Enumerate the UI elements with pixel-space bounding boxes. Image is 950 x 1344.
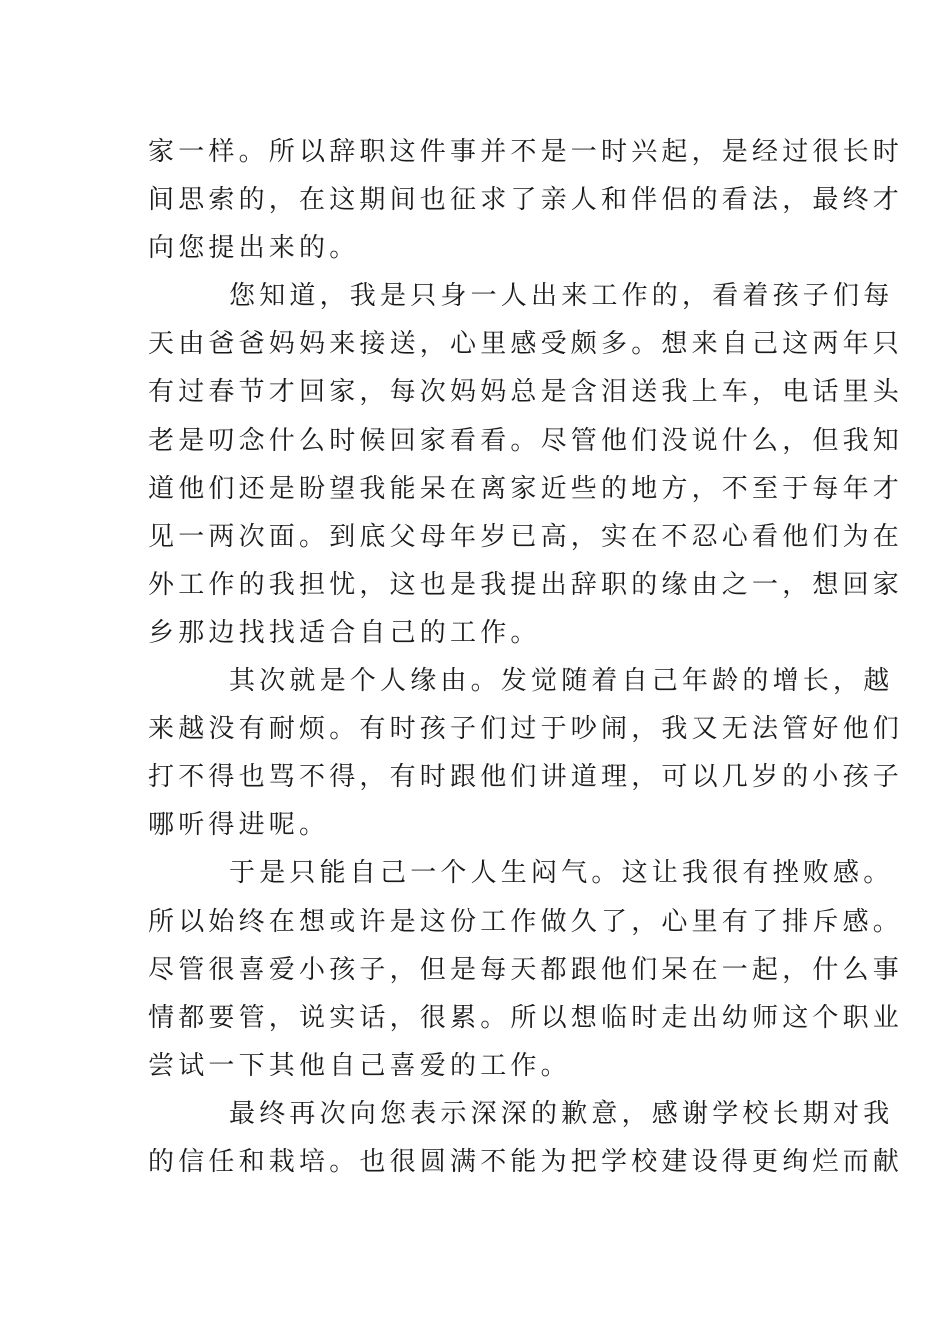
text-line: 家一样。所以辞职这件事并不是一时兴起，是经过很长时 xyxy=(148,137,904,167)
text-line: 道他们还是盼望我能呆在离家近些的地方，不至于每年才 xyxy=(148,473,904,504)
text-line: 天由爸爸妈妈来接送，心里感受颇多。想来自己这两年只 xyxy=(148,329,904,360)
paragraph-first-line: 于是只能自己一个人生闷气。这让我很有挫败感。 xyxy=(229,858,894,889)
text-line: 的信任和栽培。也很圆满不能为把学校建设得更绚烂而献 xyxy=(148,1146,904,1177)
text-line: 情都要管，说实话，很累。所以想临时走出幼师这个职业 xyxy=(148,1002,904,1033)
text-line: 有过春节才回家，每次妈妈总是含泪送我上车，电话里头 xyxy=(148,377,904,408)
paragraph-first-line: 您知道，我是只身一人出来工作的，看着孩子们每 xyxy=(229,281,894,312)
text-line: 乡那边找找适合自己的工作。 xyxy=(148,617,541,648)
text-line: 哪听得进呢。 xyxy=(148,810,330,841)
text-line: 尝试一下其他自己喜爱的工作。 xyxy=(148,1050,571,1081)
text-line: 向您提出来的。 xyxy=(148,233,360,264)
text-line: 所以始终在想或许是这份工作做久了，心里有了排斥感。 xyxy=(148,906,904,937)
document-body xyxy=(148,128,904,1186)
paragraph-first-line: 其次就是个人缘由。发觉随着自己年龄的增长，越 xyxy=(229,666,894,697)
text-line: 来越没有耐烦。有时孩子们过于吵闹，我又无法管好他们 xyxy=(148,714,904,745)
paragraph-first-line: 最终再次向您表示深深的歉意，感谢学校长期对我 xyxy=(229,1098,894,1129)
text-line: 打不得也骂不得，有时跟他们讲道理，可以几岁的小孩子 xyxy=(148,762,904,793)
text-line: 尽管很喜爱小孩子，但是每天都跟他们呆在一起，什么事 xyxy=(148,954,904,985)
text-line: 见一两次面。到底父母年岁已高，实在不忍心看他们为在 xyxy=(148,521,904,552)
text-line: 外工作的我担忧，这也是我提出辞职的缘由之一，想回家 xyxy=(148,569,904,600)
text-line: 老是叨念什么时候回家看看。尽管他们没说什么，但我知 xyxy=(148,425,904,456)
text-line: 间思索的，在这期间也征求了亲人和伴侣的看法，最终才 xyxy=(148,185,904,216)
